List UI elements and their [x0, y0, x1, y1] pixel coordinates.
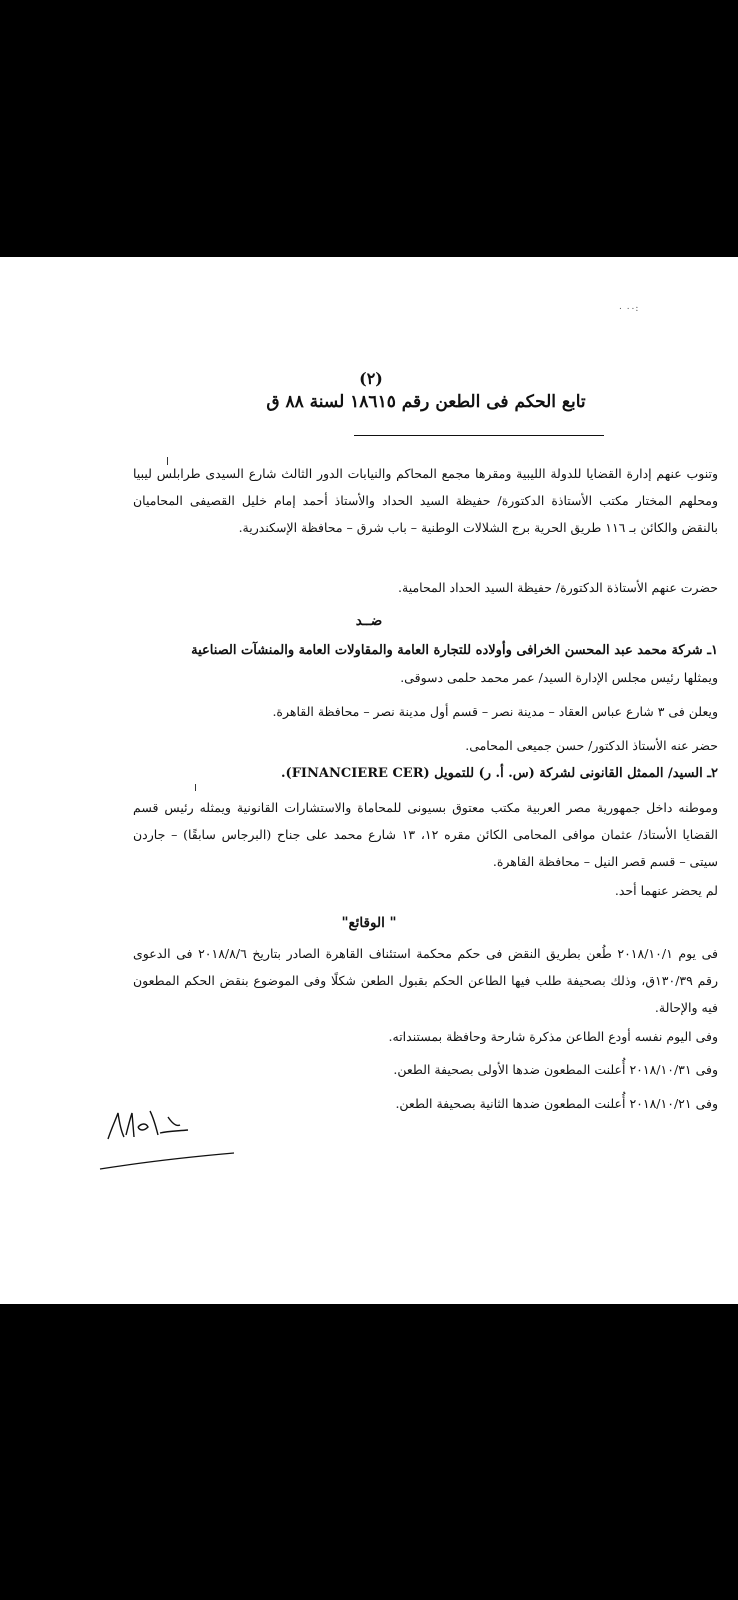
respondent-1-representative: ويمثلها رئيس مجلس الإدارة السيد/ عمر محمد حلمى دسوقى. [400, 670, 718, 685]
respondent-1-address: ويعلن فى ٣ شارع عباس العقاد – مدينة نصر – قسم أول مدينة نصر – محافظة القاهرة. [272, 704, 718, 719]
respondent-2-domicile: وموطنه داخل جمهورية مصر العربية مكتب معتوق بسيونى للمحاماة والاستشارات القانونية ويمثله رئيس قسم القضايا الأستاذ/ عثمان موافى المحامى الكائن مقره ١٢، ١٣ شارع محمد على جناح (البرجاس سابقًا) – جاردن سيتى – قسم قصر النيل – محافظة القاهرة. [133, 800, 718, 869]
facts-paragraph-1: فى يوم ٢٠١٨/١٠/١ طُعن بطريق النقض فى حكم محكمة استئناف القاهرة الصادر بتاريخ ٢٠١٨/٨/٦ فى الدعوى رقم ١٣٠/٣٩ق، وذلك بصحيفة طلب فيها الطاعن الحكم بقبول الطعن شكلًا وفى الموضوع بنقض الحكم المطعون فيه والإحالة. [133, 946, 718, 1015]
respondent-1-appearance: حضر عنه الأستاذ الدكتور/ حسن جميعى المحامى. [465, 738, 718, 753]
facts-paragraph-4: وفى ٢٠١٨/١٠/٢١ أُعلنت المطعون ضدها الثانية بصحيفة الطعن. [395, 1096, 718, 1111]
against-heading: ضــد [355, 613, 383, 629]
paragraph-representation: وتنوب عنهم إدارة القضايا للدولة الليبية ومقرها مجمع المحاكم والنيابات الدور الثالث شارع السيدى طرابلس ليبيا ومحلهم المختار مكتب الأستاذة الدكتورة/ حفيظة السيد الحداد والأستاذ أحمد إمام خليل القصيفى المحاميان بالنقض والكائن بـ ١١٦ طريق الحرية برج الشلالات الوطنية – باب شرق – محافظة الإسكندرية. [133, 466, 718, 535]
facts-paragraph-2: وفى اليوم نفسه أودع الطاعن مذكرة شارحة وحافظة بمستنداته. [388, 1029, 718, 1044]
respondent-1-name: ١ـ شركة محمد عبد المحسن الخرافى وأولاده للتجارة العامة والمقاولات العامة والمنشآت الصناعية [191, 643, 718, 658]
facts-heading: " الوقائع" [341, 915, 397, 931]
respondent-2-name: ٢ـ السيد/ الممثل القانونى لشركة (س. أ. ر) للتمويل (FINANCIERE CER). [281, 766, 718, 781]
corner-marks: ٠٠ ٠: [618, 304, 639, 314]
paragraph-appearance-appellant: حضرت عنهم الأستاذة الدكتورة/ حفيظة السيد الحداد المحامية. [398, 580, 718, 595]
document-heading: تابع الحكم فى الطعن رقم ١٨٦١٥ لسنة ٨٨ ق [266, 392, 586, 412]
bottom-black-band [0, 1304, 738, 1600]
heading-underline [354, 435, 604, 436]
page-number: (٢) [359, 369, 383, 388]
top-black-band [0, 0, 738, 257]
signature-icon [98, 1097, 238, 1182]
no-appearance-note: لم يحضر عنهما أحد. [614, 883, 718, 898]
facts-paragraph-3: وفى ٢٠١٨/١٠/٣١ أُعلنت المطعون ضدها الأولى بصحيفة الطعن. [393, 1062, 718, 1077]
document-page[interactable] [0, 257, 738, 1304]
